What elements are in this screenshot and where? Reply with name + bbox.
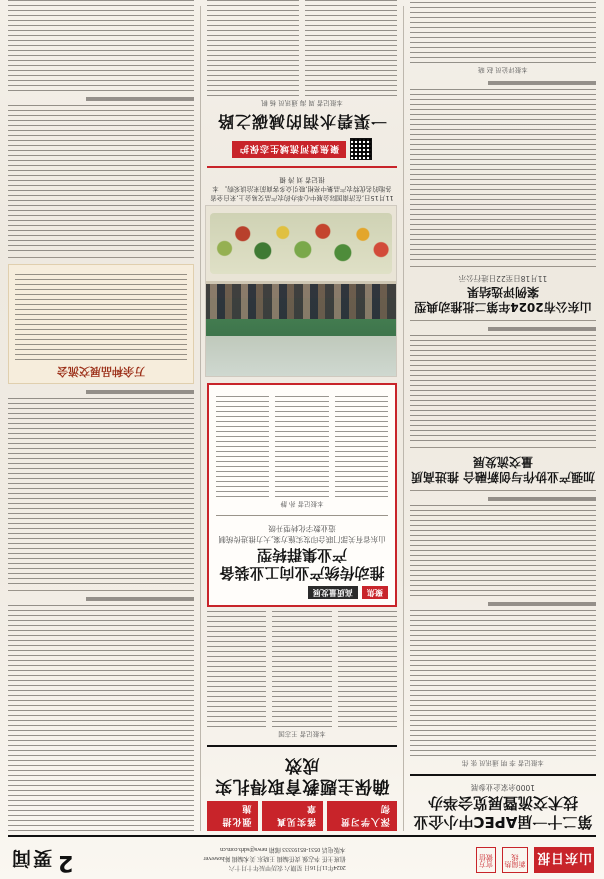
body-copy bbox=[410, 327, 596, 441]
column-divider bbox=[403, 6, 404, 831]
body-copy bbox=[335, 393, 388, 498]
body-copy bbox=[275, 393, 328, 498]
body-copy bbox=[216, 393, 269, 498]
masthead-right bbox=[10, 846, 73, 873]
bottom-flag-group bbox=[207, 138, 397, 160]
masthead-rule bbox=[8, 835, 596, 837]
divider bbox=[8, 257, 194, 258]
mid-headline: 确保主题教育取得扎实成效 bbox=[214, 754, 390, 796]
left-headline: 第二十一届APEC中小企业技术交流暨展览会举办 bbox=[413, 794, 593, 831]
news-photo bbox=[205, 206, 397, 378]
sidebar-box-title: 万余种品展交流会 bbox=[57, 365, 146, 378]
copy-last-line bbox=[488, 81, 596, 85]
copy-lines bbox=[8, 394, 194, 584]
flag-group bbox=[207, 801, 397, 831]
copy-lines bbox=[216, 393, 269, 498]
copy-lines bbox=[207, 0, 299, 96]
body-copy bbox=[207, 0, 299, 96]
masthead-info bbox=[204, 844, 346, 873]
divider bbox=[410, 774, 596, 776]
left-article2-headline: 加强产业协作与创新融合 推进高质量交流发展 bbox=[410, 455, 596, 485]
bottom-byline: 本报记者 周 海 通讯员 杨 帆 bbox=[261, 99, 343, 108]
left-bottom-byline: 本报评论员 赵 晓 bbox=[478, 66, 528, 74]
body-copy bbox=[338, 608, 397, 728]
left-article3-headline: 山东公布2024年第二批推动典型案例评选结果 bbox=[414, 285, 592, 315]
feature-byline: 本报记者 孙 静 bbox=[280, 500, 324, 509]
flag-implement: 落实见真章 bbox=[262, 801, 323, 831]
column-divider bbox=[200, 6, 201, 831]
divider bbox=[410, 490, 596, 491]
feature-subhead: 山东省有关部门联合印发实施方案,大力推进传统制造业数字化转型升级 bbox=[218, 523, 386, 544]
copy-lines bbox=[410, 331, 596, 441]
masthead-editors: 值班主任 李志强 责任编辑 王晓东 美术编辑 陈however bbox=[203, 855, 346, 861]
page-number: 2 bbox=[58, 850, 74, 875]
body-copy bbox=[410, 497, 596, 596]
copy-last-line bbox=[488, 602, 596, 606]
flag-study: 深入学习贯彻 bbox=[327, 801, 397, 831]
divider bbox=[8, 590, 194, 591]
body-copy bbox=[410, 81, 596, 260]
column-middle bbox=[207, 6, 397, 831]
divider bbox=[207, 166, 397, 168]
body-copy bbox=[8, 0, 194, 91]
divider bbox=[410, 447, 596, 448]
divider bbox=[207, 746, 397, 748]
feature-headline: 推动传统产业向工业装备产业集群转型 bbox=[219, 545, 385, 583]
copy-last-line bbox=[86, 97, 194, 101]
feature-flags bbox=[216, 587, 388, 600]
body-copy bbox=[8, 97, 194, 251]
qr-code-icon: 官方微信 bbox=[476, 847, 496, 873]
column-left bbox=[410, 6, 596, 831]
feature-flag-topic: 高质量发展 bbox=[308, 587, 358, 600]
divider bbox=[410, 266, 596, 267]
copy-lines bbox=[338, 608, 397, 728]
qr-code-icon[interactable] bbox=[350, 138, 372, 160]
column-right bbox=[8, 6, 194, 831]
copy-last-line bbox=[488, 497, 596, 501]
copy-lines bbox=[272, 608, 331, 728]
copy-lines bbox=[15, 270, 187, 360]
body-copy bbox=[410, 602, 596, 756]
masthead-left bbox=[476, 847, 594, 873]
copy-lines bbox=[335, 393, 388, 498]
copy-lines bbox=[207, 608, 266, 728]
left-article3-sub: 11月18日至22日进行公示 bbox=[458, 274, 548, 284]
copy-lines bbox=[8, 601, 194, 831]
sidebar-box bbox=[8, 264, 194, 384]
page-body bbox=[8, 6, 596, 831]
copy-lines bbox=[8, 0, 194, 91]
photo-produce bbox=[210, 213, 392, 274]
body-copy bbox=[8, 597, 194, 831]
left-byline: 本报记者 李 明 通讯员 张 伟 bbox=[462, 759, 544, 768]
copy-lines bbox=[275, 393, 328, 498]
left-subhead: 1000余家企业参展 bbox=[470, 783, 535, 793]
masthead-date: 2024年11月16日 星期六 农历甲辰年十月十六 bbox=[228, 864, 346, 870]
masthead-contact: 本版电话 0531-85193333 邮箱 news@sdrb.com.cn bbox=[220, 846, 346, 852]
bottom-headline: 一渠碧水润的减碳之路 bbox=[217, 112, 388, 132]
newspaper-logo: 山东日报 bbox=[534, 847, 594, 873]
feature-flag-focus: 聚焦 bbox=[362, 587, 388, 600]
copy-last-line bbox=[86, 390, 194, 394]
photo-caption: 11月15日,在济南国际会展中心举办的农产品交易会上,来自全省各地的名优特农产品集中亮相,吸引众多客商前来洽谈采购。 本报记者 刘 涛 摄 bbox=[210, 175, 394, 203]
body-copy bbox=[272, 608, 331, 728]
copy-lines bbox=[410, 606, 596, 756]
copy-lines bbox=[410, 501, 596, 596]
flag-measures: 强化措施 bbox=[207, 801, 258, 831]
feature-article bbox=[207, 384, 397, 608]
body-copy bbox=[8, 390, 194, 584]
divider bbox=[216, 516, 388, 517]
copy-lines bbox=[410, 85, 596, 260]
body-copy bbox=[305, 0, 397, 96]
copy-last-line bbox=[86, 597, 194, 601]
copy-lines bbox=[8, 101, 194, 251]
bottom-section-label: 聚焦黄河流域生态保护 bbox=[232, 141, 346, 158]
mid-byline: 本报记者 王志国 bbox=[278, 730, 326, 739]
seal-icon: 新闻热线 bbox=[502, 847, 528, 873]
body-copy bbox=[207, 608, 266, 728]
copy-last-line bbox=[488, 327, 596, 331]
body-copy bbox=[410, 0, 596, 63]
masthead bbox=[0, 835, 604, 879]
copy-lines bbox=[410, 0, 596, 63]
copy-lines bbox=[305, 0, 397, 96]
section-label: 要闻 bbox=[10, 847, 53, 869]
divider bbox=[410, 320, 596, 321]
